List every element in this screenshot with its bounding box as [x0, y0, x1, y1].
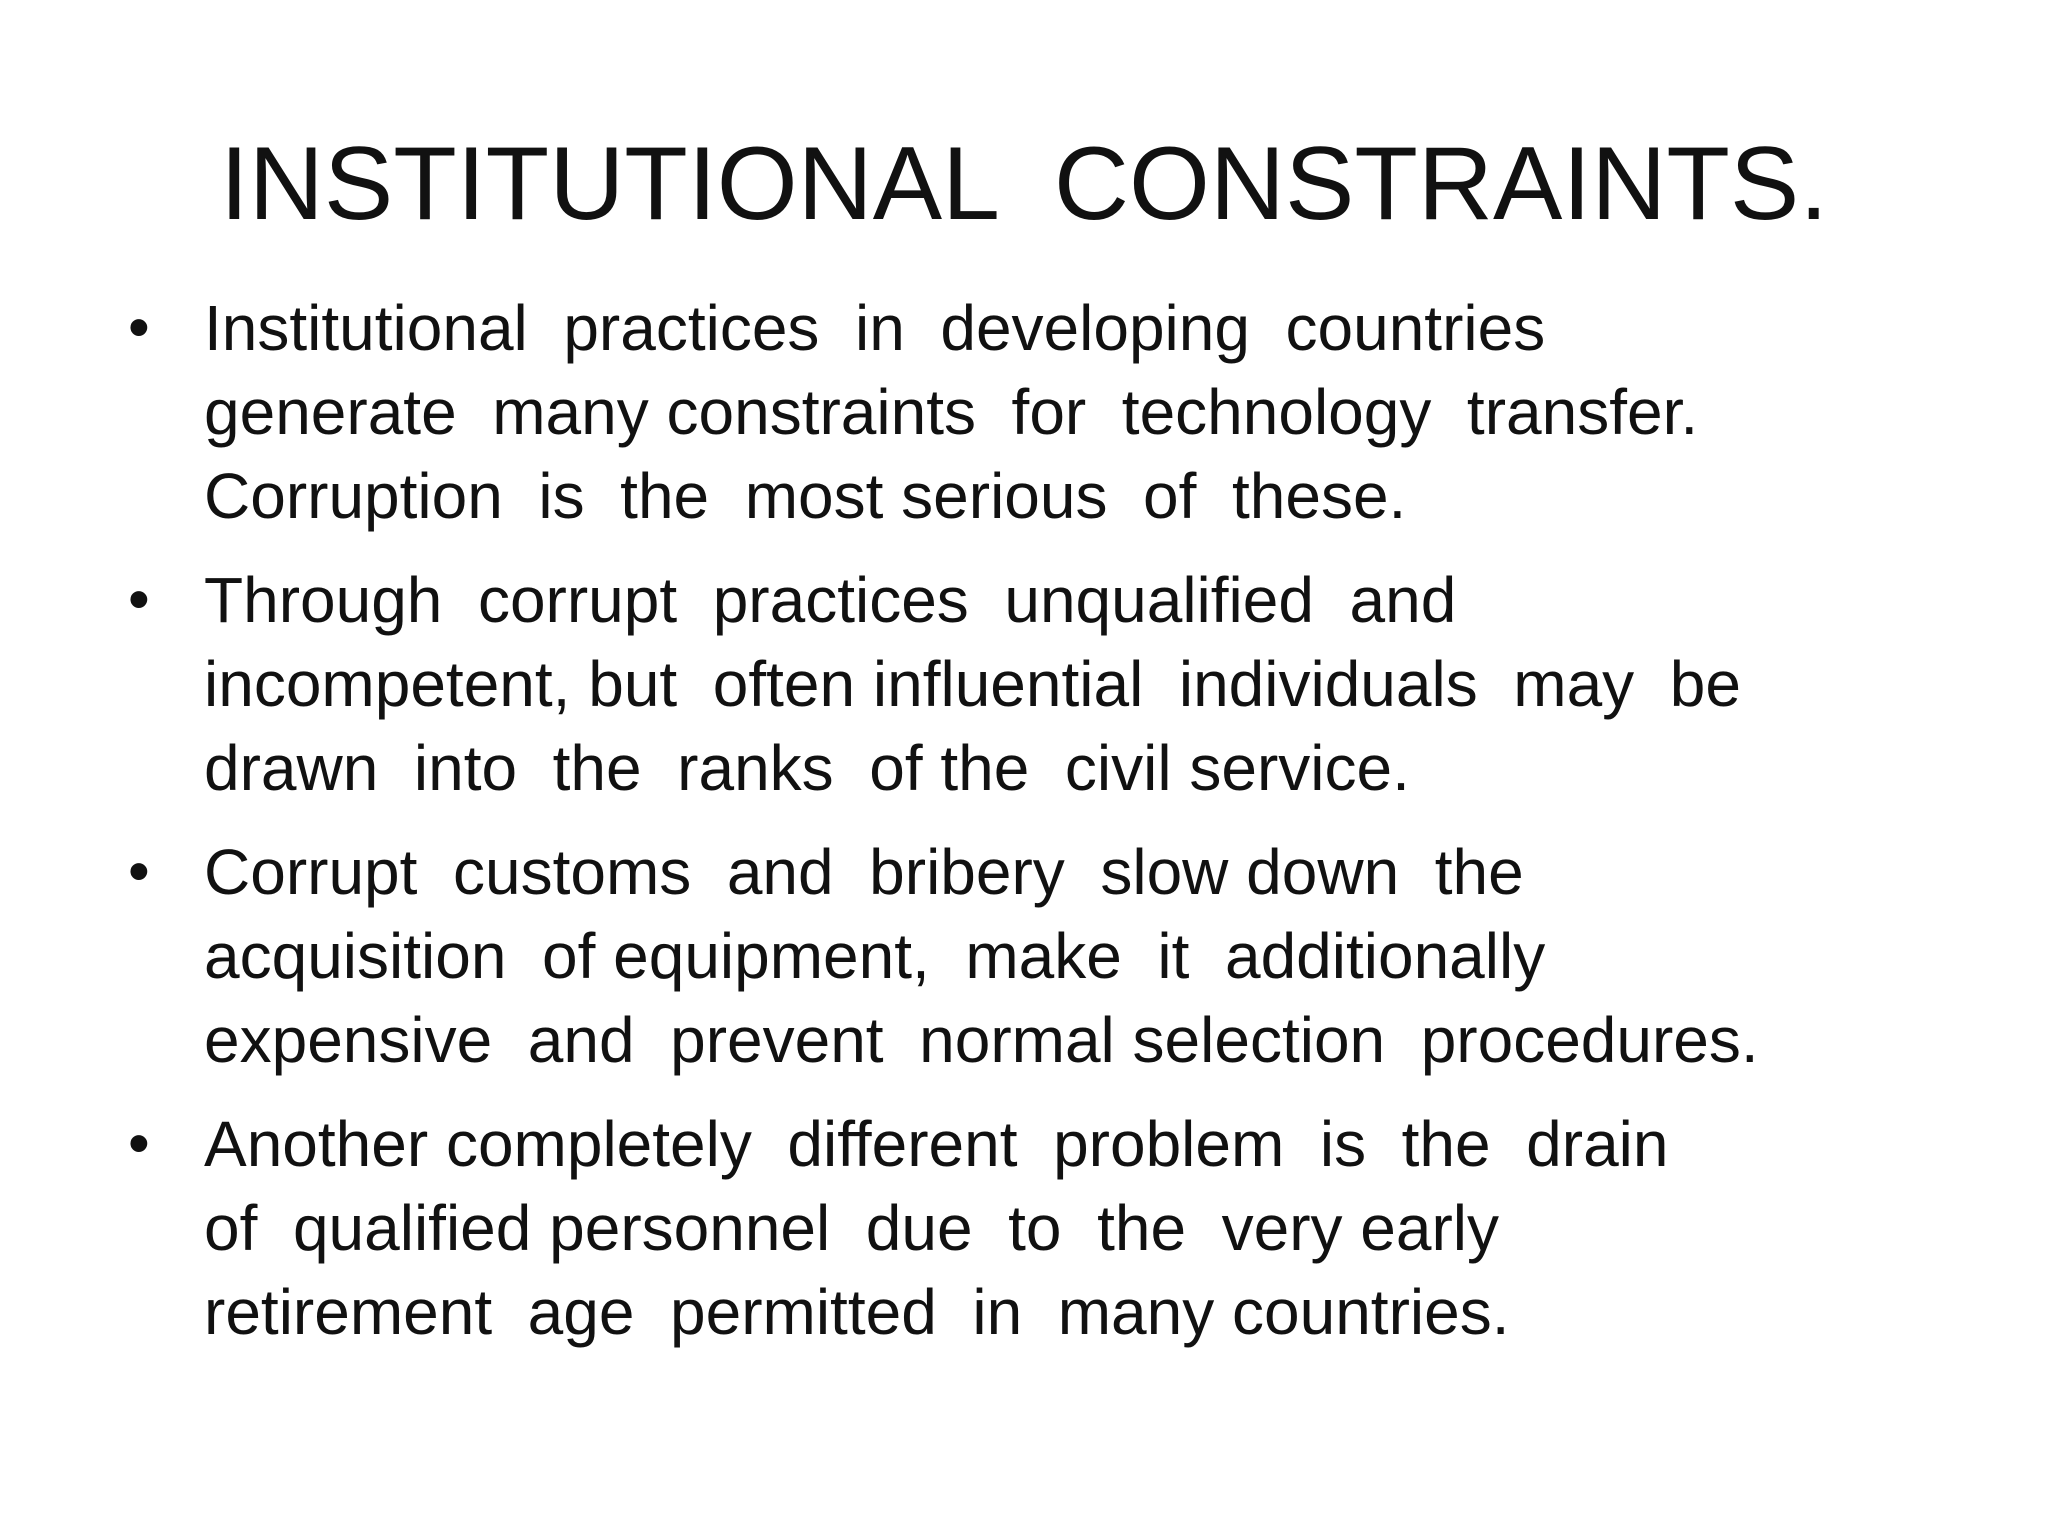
- bullet-item-1: [120, 286, 1980, 538]
- bullet-2-line-3: drawn into the ranks of the civil service.: [204, 732, 1410, 804]
- bullet-dot-icon: •: [128, 837, 150, 906]
- bullet-2-line-2: incompetent, but often influential individuals may be: [204, 648, 1741, 720]
- bullet-list: [120, 286, 1980, 1374]
- bullet-4-line-3: retirement age permitted in many countries.: [204, 1276, 1510, 1348]
- bullet-1-line-3: Corruption is the most serious of these.: [204, 460, 1407, 532]
- bullet-dot-icon: •: [128, 293, 150, 362]
- bullet-dot-icon: •: [128, 1109, 150, 1178]
- bullet-3-line-3: expensive and prevent normal selection procedures.: [204, 1004, 1759, 1076]
- slide-title: INSTITUTIONAL CONSTRAINTS.: [219, 126, 1829, 242]
- bullet-4-line-1: Another completely different problem is the drain: [204, 1108, 1669, 1180]
- bullet-3-line-2: acquisition of equipment, make it additionally: [204, 920, 1546, 992]
- bullet-2-line-1: Through corrupt practices unqualified and: [204, 564, 1457, 636]
- bullet-1-line-2: generate many constraints for technology transfer.: [204, 376, 1699, 448]
- bullet-dot-icon: •: [128, 565, 150, 634]
- bullet-4-line-2: of qualified personnel due to the very early: [204, 1192, 1499, 1264]
- bullet-1-line-1: Institutional practices in developing countries: [204, 292, 1546, 364]
- bullet-item-4: [120, 1102, 1980, 1354]
- bullet-3-line-1: Corrupt customs and bribery slow down the: [204, 836, 1524, 908]
- bullet-item-2: [120, 558, 1980, 810]
- bullet-item-3: [120, 830, 1980, 1082]
